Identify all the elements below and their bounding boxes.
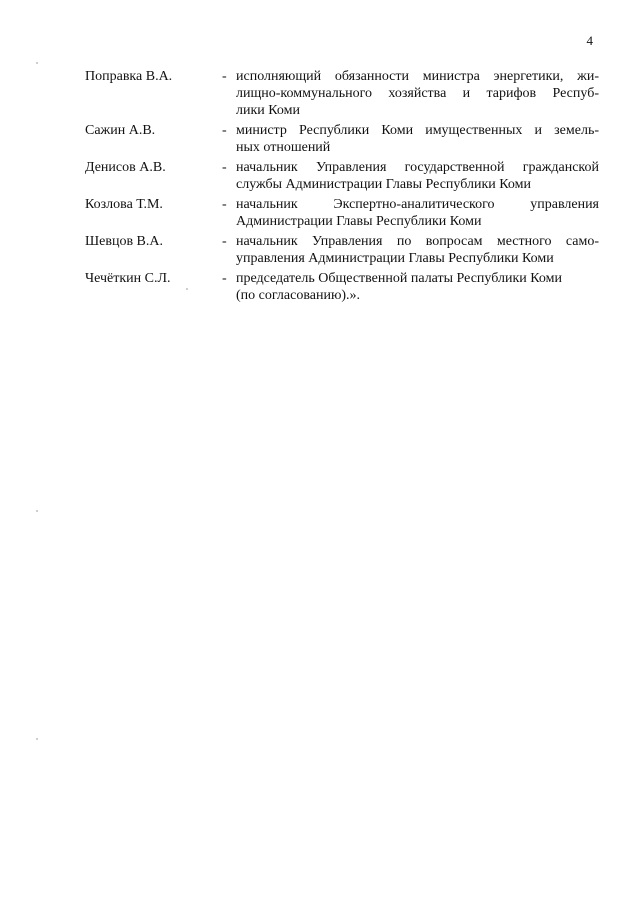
scan-artifact-dot: [186, 288, 188, 290]
position-line: ных отношений: [236, 140, 331, 155]
member-position: [236, 270, 599, 304]
position-line: председатель Общественной палаты Республики Коми: [236, 271, 563, 286]
member-position: [236, 196, 599, 230]
entry-dash: -: [222, 123, 227, 138]
member-position: [236, 122, 599, 156]
page-number: 4: [586, 33, 593, 48]
member-name: Поправка В.А.: [85, 69, 173, 84]
entry-dash: -: [222, 234, 227, 249]
position-line: министр Республики Коми имущественных и земель-: [236, 123, 599, 138]
scan-artifact-dot: [36, 62, 38, 64]
member-name: Козлова Т.М.: [85, 197, 163, 212]
member-name: Чечёткин С.Л.: [85, 271, 171, 286]
position-line: службы Администрации Главы Республики Коми: [236, 177, 532, 192]
roster-entry: [85, 270, 599, 304]
roster-entry: [85, 68, 599, 119]
roster-entry: [85, 159, 599, 193]
entry-dash: -: [222, 160, 227, 175]
commission-roster: [85, 68, 599, 307]
position-line: начальник Управления государственной гражданской: [236, 160, 599, 175]
member-name: Шевцов В.А.: [85, 234, 163, 249]
position-line: лищно-коммунального хозяйства и тарифов Респуб-: [236, 86, 599, 101]
position-line: исполняющий обязанности министра энергетики, жи-: [236, 69, 599, 84]
member-name: Денисов А.В.: [85, 160, 166, 175]
member-position: [236, 233, 599, 267]
member-position: [236, 159, 599, 193]
roster-entry: [85, 196, 599, 230]
roster-entry: [85, 233, 599, 267]
entry-dash: -: [222, 69, 227, 84]
position-line: лики Коми: [236, 103, 300, 118]
scan-artifact-dot: [36, 738, 38, 740]
position-line: начальник Управления по вопросам местного само-: [236, 234, 599, 249]
scan-artifact-dot: [36, 510, 38, 512]
position-line: управления Администрации Главы Республики Коми: [236, 251, 554, 266]
position-line: Администрации Главы Республики Коми: [236, 214, 482, 229]
member-position: [236, 68, 599, 119]
entry-dash: -: [222, 271, 227, 286]
entry-dash: -: [222, 197, 227, 212]
position-line: (по согласованию).».: [236, 288, 361, 303]
member-name: Сажин А.В.: [85, 123, 156, 138]
roster-entry: [85, 122, 599, 156]
position-line: начальник Экспертно-аналитического управления: [236, 197, 599, 212]
